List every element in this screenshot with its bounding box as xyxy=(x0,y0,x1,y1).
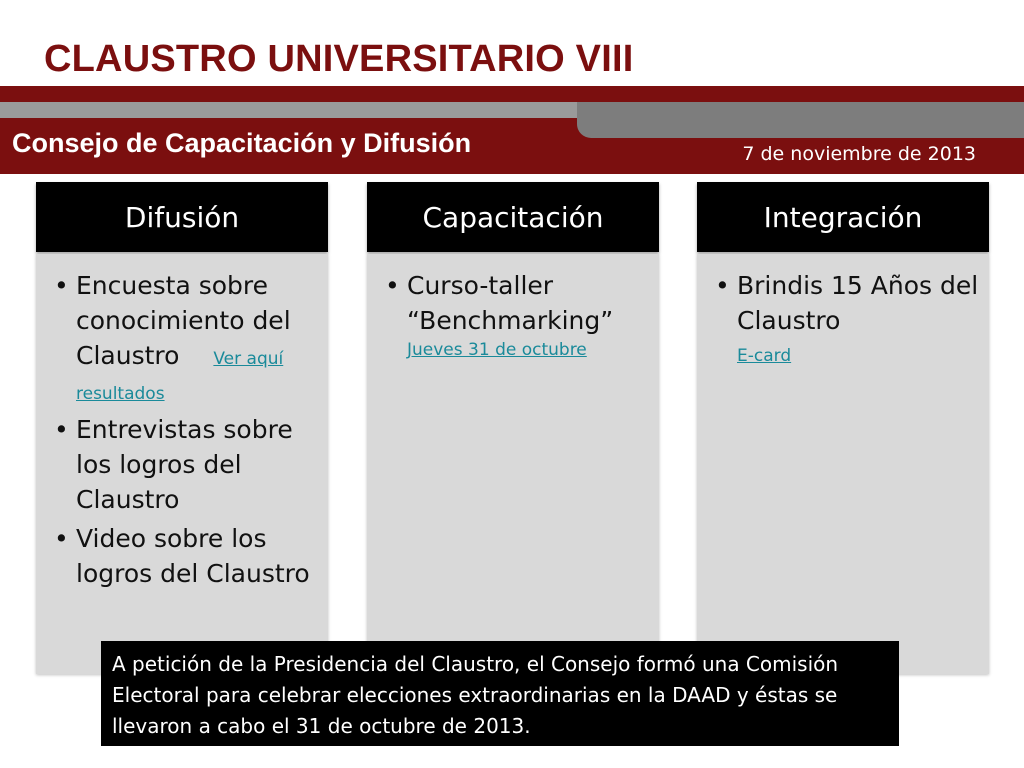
slide-subtitle: Consejo de Capacitación y Difusión xyxy=(12,128,472,158)
list-item xyxy=(713,268,979,368)
list-item-text: Encuesta sobre conocimiento del Claustro xyxy=(76,271,291,370)
column-heading: Capacitación xyxy=(367,182,659,252)
bullet-icon: • xyxy=(54,415,69,444)
course-date-link[interactable]: Jueves 31 de octubre xyxy=(407,340,587,360)
bullet-icon: • xyxy=(385,271,400,300)
column-integracion xyxy=(697,182,989,674)
column-body xyxy=(697,254,989,674)
list-item-text: Video sobre los logros del Claustro xyxy=(76,524,310,588)
column-body xyxy=(367,254,659,674)
list-item xyxy=(52,412,318,517)
header-band-top xyxy=(0,86,1024,102)
list-item xyxy=(383,268,649,362)
column-body xyxy=(36,254,328,674)
slide-title: CLAUSTRO UNIVERSITARIO VIII xyxy=(44,38,634,80)
column-heading: Integración xyxy=(697,182,989,252)
ecard-link[interactable]: E-card xyxy=(737,346,792,366)
column-heading: Difusión xyxy=(36,182,328,252)
bullet-icon: • xyxy=(54,271,69,300)
list-item xyxy=(52,268,318,408)
bullet-list xyxy=(697,254,989,368)
list-item-text: Curso-taller “Benchmarking” xyxy=(407,271,614,335)
list-item-text: Entrevistas sobre los logros del Claustro xyxy=(76,415,293,514)
bullet-list xyxy=(36,254,328,591)
list-item xyxy=(52,521,318,591)
results-link[interactable]: Ver aquí resultados xyxy=(76,349,284,404)
header-gray-tab xyxy=(577,102,1024,138)
column-difusion xyxy=(36,182,328,674)
slide-date: 7 de noviembre de 2013 xyxy=(742,143,976,165)
note-box: A petición de la Presidencia del Claustro, el Consejo formó una Comisión Electoral para celebrar elecciones extraordinarias en la DAAD y éstas se llevaron a cabo el 31 de octubre de 2013. xyxy=(101,641,899,746)
column-capacitacion xyxy=(367,182,659,674)
list-item-text: Brindis 15 Años del Claustro xyxy=(737,271,979,335)
bullet-list xyxy=(367,254,659,362)
bullet-icon: • xyxy=(715,271,730,300)
bullet-icon: • xyxy=(54,524,69,553)
